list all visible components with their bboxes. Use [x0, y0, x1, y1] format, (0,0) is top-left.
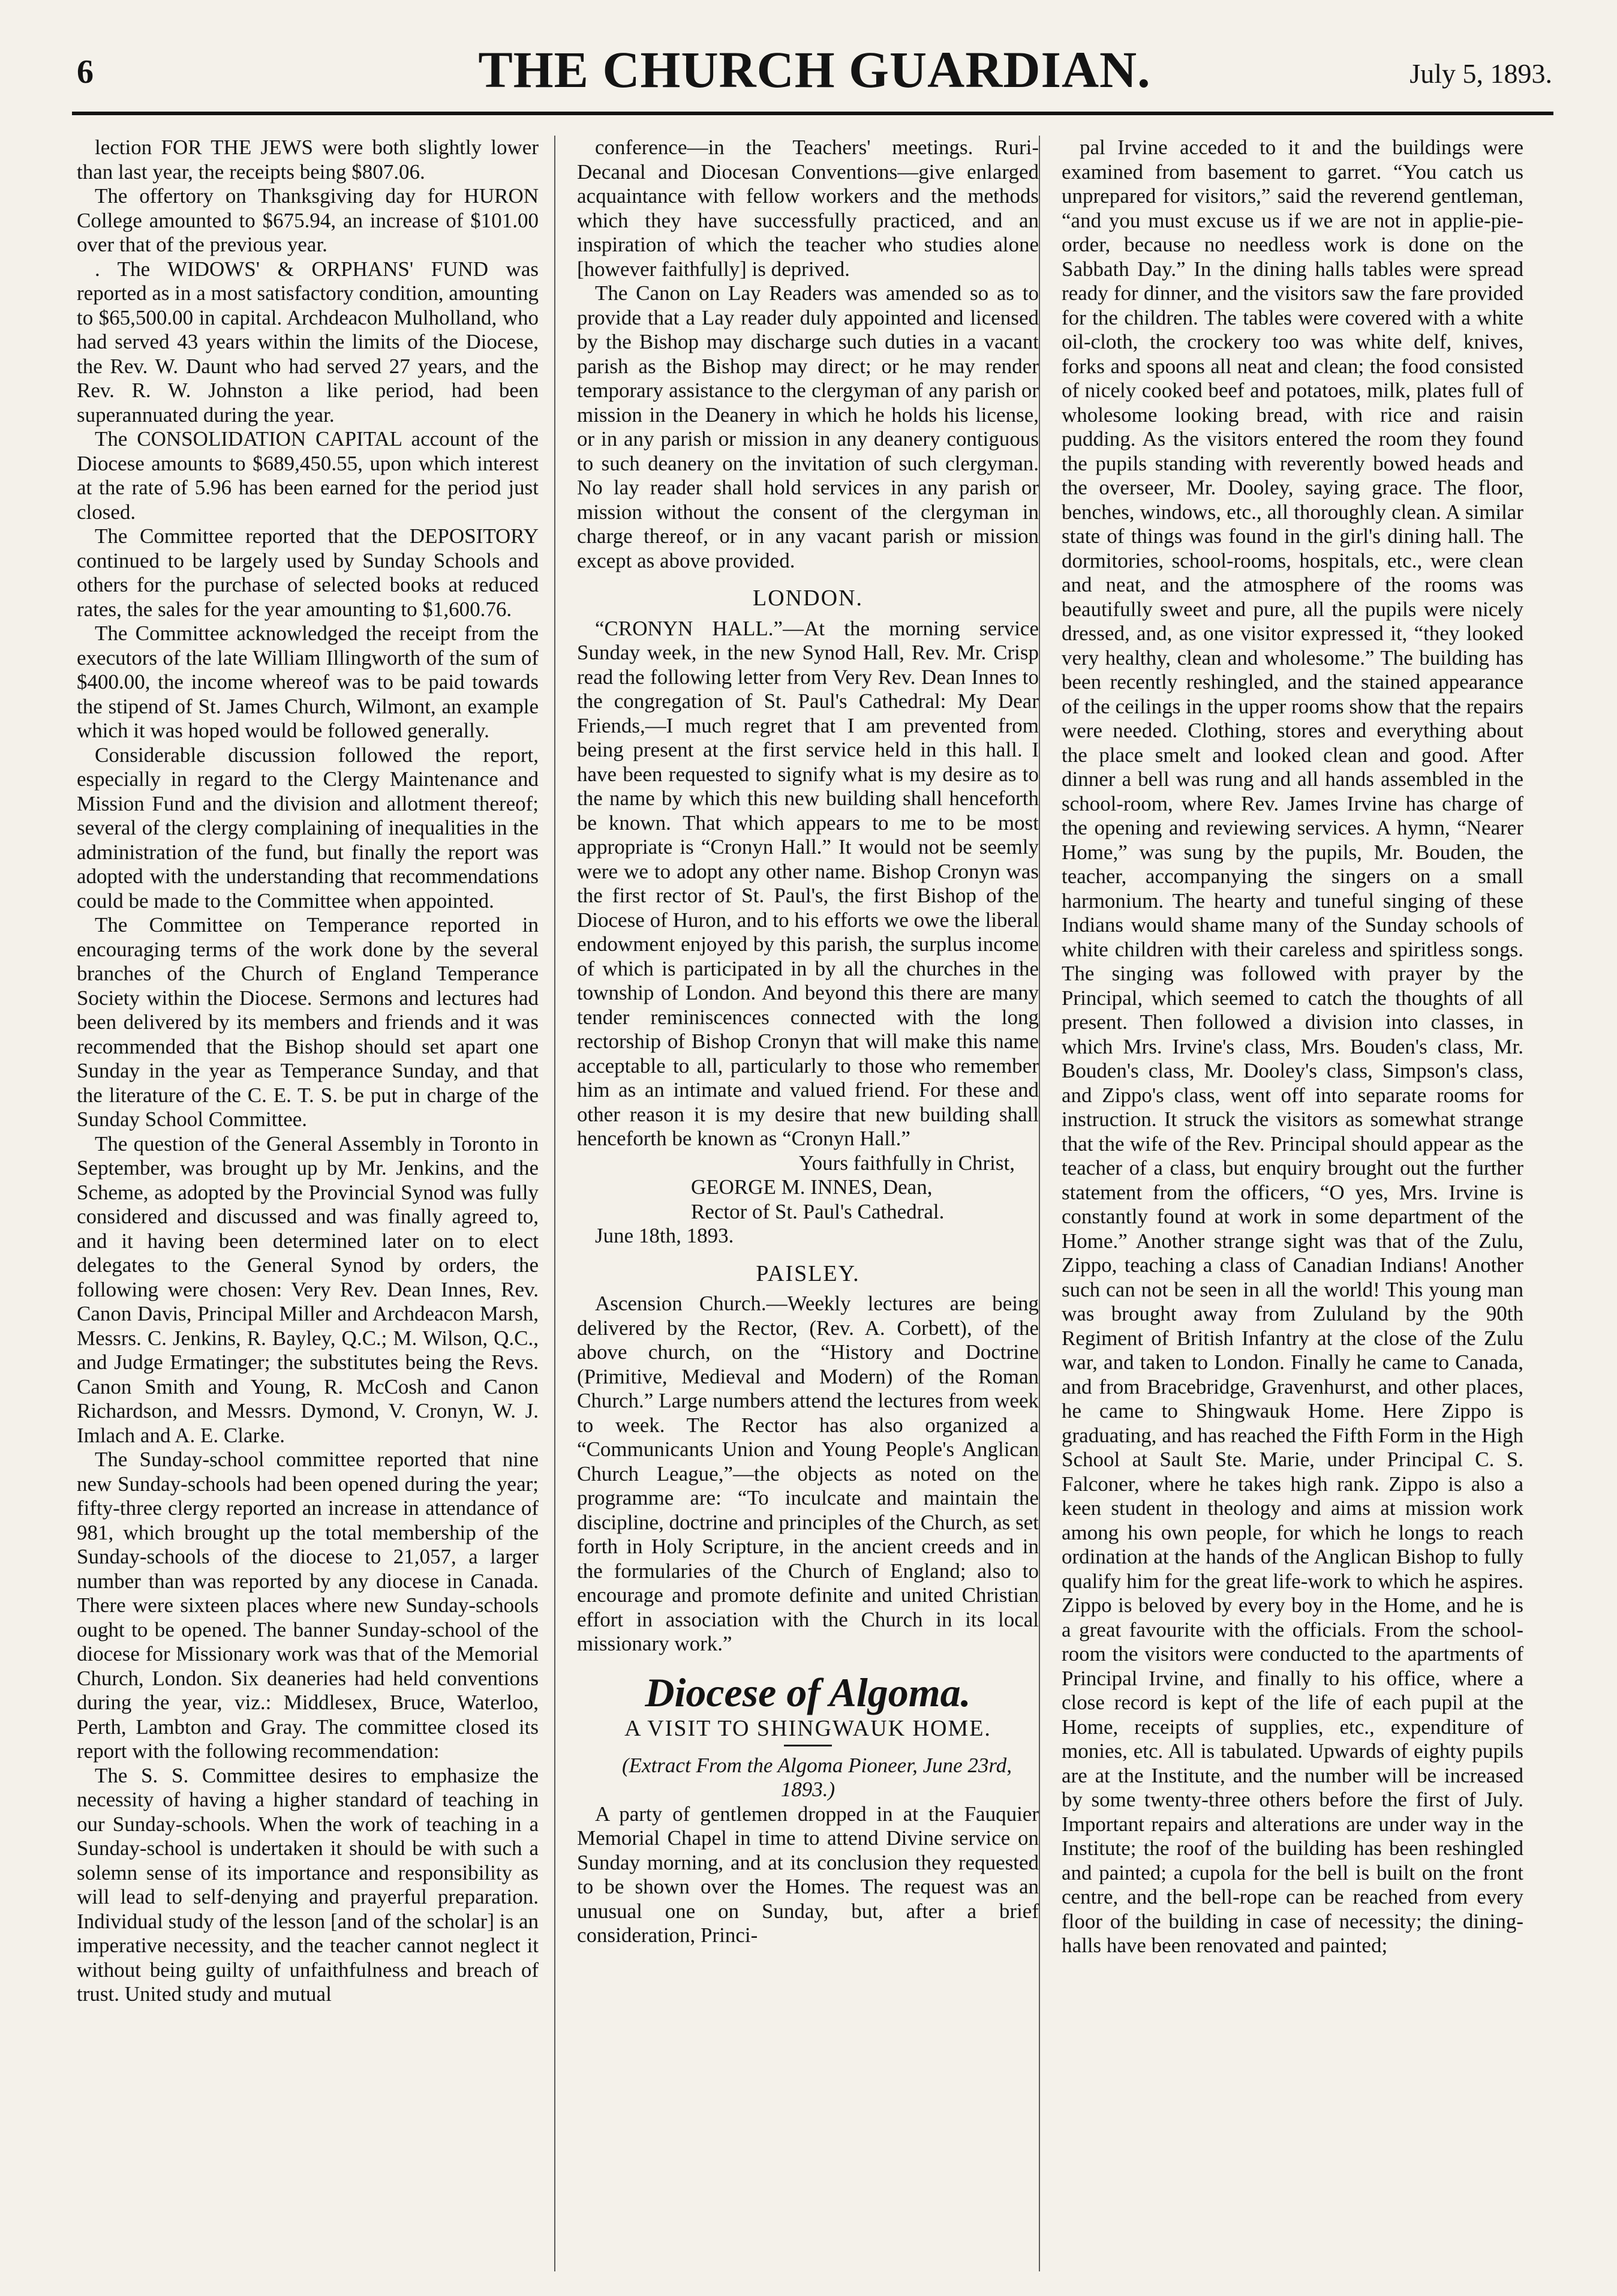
paragraph: pal Irvine acceded to it and the buildings were examined from basement to garret. “You catch us unprepared for visitors,” said the reverend gentleman, “and you must excuse us if we are not in applie-pie-order, because no needless work is done on the Sabbath Day.” In the dining halls tables were spread ready for dinner, and the visitors saw the fare provided for the children. The tables were covered with a white oil-cloth, the crockery too was white delf, knives, forks and spoons all neat and clean; the food consisted of nicely cooked beef and potatoes, milk, plates full of wholesome looking bread, with rice and raisin pudding. As the visitors entered the room they found the pupils standing with reverently bowed heads and the overseer, Mr. Dooley, saying grace. The floor, benches, windows, etc., all thoroughly clean. A similar state of things was found in the girl's dining hall. The dormitories, school-rooms, hospitals, etc., were clean and neat, and the atmosphere of the rooms was beautifully sweet and pure, all the pupils were nicely dressed, and, as one visitor expressed it, “they looked very healthy, clean and wholesome.” The building has been recently reshingled, and the stained appearance of the ceilings in the upper rooms show that the repairs were needed. Clothing, stores and everything about the place smelt and looked clean and good. After dinner a bell was rung and all hands assembled in the school-room, where Rev. James Irvine has charge of the opening and reviewing services. A hymn, “Nearer Home,” was sung by the pupils, Mr. Bouden, the teacher, accompanying the singers on a small harmonium. The hearty and tuneful singing of these Indians would shame many of the Sunday schools of white children with their careless and spiritless songs. The singing was followed with prayer by the Principal, which seemed to catch the thoughts of all present. Then followed a division into classes, in which Mrs. Irvine's class, Mrs. Bouden's class, Mr. Bouden's class, Mr. Dooley's class, Simpson's class, and Zippo's class, went off into separate rooms for instruction. It struck the visitors as somewhat strange that the wife of the Rev. Principal should appear as the teacher of a class, but enquiry brought out the further statement from the officers, “O yes, Mrs. Irvine is constantly found at work in some department of the Home.” Another strange sight was that of the Zulu, Zippo, teaching a class of Canadian Indians! Another such can not be seen in all the world! This young man was brought away from Zululand by the 90th Regiment of British Infantry at the close of the Zulu war, and taken to London. Finally he came to Canada, and from Bracebridge, Gravenhurst, and other places, he came to Shingwauk Home. Here Zippo is graduating, and has reached the Fifth Form in the High School at Sault Ste. Marie, under Principal C. S. Falconer, where he takes high rank. Zippo is also a keen student in theology and aims at mission work among his own people, for which he longs to reach ordination at the hands of the Anglican Bishop to fully qualify him for the great life-work to which he aspires. Zippo is beloved by every boy in the Home, and he is a great favourite with the officials. From the school-room the visitors were conducted to the apartments of Principal Irvine, and finally to his office, where a close record is kept of the life of each pupil at the Home, receipts of supplies, etc., expenditure of monies, etc. All is tabulated. Upwards of eighty pupils are at the Institute, and the number will be increased by some twenty-three others before the first of July. Important repairs and alterations are under way in the Institute; the roof of the building has been reshingled and painted; a cupola for the bell is built on the front centre, and the bell-rope can be reached from every floor of the building in case of necessity; the dining-halls have been renovated and painted; — [1062, 136, 1523, 1957]
masthead — [77, 18, 1552, 108]
section-heading: PAISLEY. — [756, 1260, 860, 1286]
paragraph: “CRONYN HALL.”—At the morning service Sunday week, in the new Synod Hall, Rev. Mr. Crisp read the following letter from Very Rev. Dean Innes to the congregation of St. Paul's Cathedral: My Dear Friends,—I much regret that I am prevented from being present at the first service held in this hall. I have been requested to signify what is my desire as to the name by which this new building shall henceforth be known. That which appears to me to be most appropriate is “Cronyn Hall.” It would not be seemly were we to adopt any other name. Bishop Cronyn was the first rector of St. Paul's, the first Bishop of the Diocese of Huron, and to his efforts we owe the liberal endowment enjoyed by this parish, the surplus income of which is participated in by all the churches in the township of London. And beyond this there are many tender reminiscences connected with the long rectorship of Bishop Cronyn that will make this name acceptable to all, particularly to those who remember him as an intimate and valued friend. For these and other reason it is my desire that new building shall henceforth be known as “Cronyn Hall.” — [577, 616, 1039, 1150]
signature-line: Rector of St. Paul's Cathedral. — [691, 1199, 945, 1223]
paragraph: Considerable discussion followed the report, especially in regard to the Clergy Maintenance and Mission Fund and the division and allotment thereof; several of the clergy complaining of inequalities in the administration of the fund, but finally the report was adopted with the understanding that recommendations could be made to the Committee when appointed. — [77, 743, 539, 913]
paragraph: lection FOR THE JEWS were both slightly lower than last year, the receipts being $807.06. — [77, 136, 539, 184]
paragraph: The Sunday-school committee reported that nine new Sunday-schools had been opened during the year; fifty-three clergy reported an increase in attendance of 981, which brought up the total membership of the Sunday-schools of the diocese to 21,057, a larger number than was reported by any diocese in Canada. There were sixteen places where new Sunday-schools ought to be opened. The banner Sunday-school of the diocese for Missionary work was that of the Memorial Church, London. Six deaneries had held conventions during the year, viz.: Middlesex, Bruce, Waterloo, Perth, Lambton and Gray. The committee closed its report with the following recommendation: — [77, 1448, 539, 1763]
paragraph: The Committee reported that the DEPOSITORY continued to be largely used by Sunday Schools and others for the purchase of selected books at reduced rates, the sales for the year amounting to $1,600.76. — [77, 524, 539, 621]
page-number: 6 — [77, 53, 94, 91]
paragraph: The Committee on Temperance reported in encouraging terms of the work done by the several branches of the Church of England Temperance Society within the Diocese. Sermons and lectures had been delivered by its members and friends and it was recommended that the Bishop should set apart one Sunday in the year as Temperance Sunday, and that the literature of the C. E. T. S. be put in charge of the Sunday School Committee. — [77, 913, 539, 1131]
paragraph: conference—in the Teachers' meetings. Ruri-Decanal and Diocesan Conventions—give enlarged acquaintance with fellow workers and the methods which they have successfully practiced, and an inspiration of which the teacher who studies alone [however faithfully] is deprived. — [577, 136, 1039, 281]
issue-date: July 5, 1893. — [1409, 58, 1552, 89]
signature-line: June 18th, 1893. — [595, 1224, 734, 1247]
section-heading: LONDON. — [753, 586, 863, 611]
column-divider — [554, 136, 555, 2271]
paragraph: The S. S. Committee desires to emphasize the necessity of having a higher standard of teaching in our Sunday-schools. When the work of teaching in a Sunday-school is undertaken it should be with such a solemn sense of its importance and responsibility as will lead to self-denying and prayerful preparation. Individual study of the lesson [and of the scholar] is an imperative necessity, and the teacher cannot neglect it without being guilty of unfaithfulness and breach of trust. United study and mutual — [77, 1763, 539, 2006]
column-1 — [77, 136, 539, 2007]
newspaper-title: THE CHURCH GUARDIAN. — [478, 41, 1151, 98]
paragraph: The offertory on Thanksgiving day for HURON College amounted to $675.94, an increase of $101.00 over that of the previous year. — [77, 184, 539, 256]
column-2 — [577, 136, 1039, 1948]
paragraph: A party of gentlemen dropped in at the Fauquier Memorial Chapel in time to attend Divine service on Sunday morning, and at its conclusion they requested to be shown over the Homes. The request was an unusual one on Sunday, but, after a brief consideration, Princi- — [577, 1802, 1039, 1947]
short-rule — [784, 1745, 832, 1746]
diocese-heading: Diocese of Algoma. — [645, 1669, 971, 1715]
article-title: A VISIT TO SHINGWAUK HOME. — [624, 1716, 991, 1741]
paragraph: Ascension Church.—Weekly lectures are being delivered by the Rector, (Rev. A. Corbett), of the above church, on the “History and Doctrine (Primitive, Medieval and Modern) of the Roman Church.” Large numbers attend the lectures from week to week. The Rector has also organized a “Communicants Union and Young People's Anglican Church League,”—the objects as noted on the programme are: “To inculcate and maintain the discipline, doctrine and principles of the Church, as set forth in Holy Scripture, in the ancient creeds and in the formularies of the Church of England; also to encourage and promote definite and united Christian effort in association with the Church in its local missionary work.” — [577, 1292, 1039, 1655]
column-3 — [1062, 136, 1523, 1958]
paragraph: The Canon on Lay Readers was amended so as to provide that a Lay reader duly appointed and licensed by the Bishop may discharge such duties in a vacant parish as the Bishop may direct; or he may render temporary assistance to the clergyman of any parish or mission in the Deanery in which he holds his license, or in any parish or mission in any deanery contiguous to such deanery on the invitation of such clergyman. No lay reader shall hold services in any parish or mission without the consent of the clergyman in charge thereof, or in any vacant parish or mission except as above provided. — [577, 281, 1039, 572]
paragraph: The question of the General Assembly in Toronto in September, was brought up by Mr. Jenkins, and the Scheme, as adopted by the Provincial Synod was fully considered and discussed and was finally agreed to, and it having been determined later on to elect delegates to the General Synod by orders, the following were chosen: Very Rev. Dean Innes, Rev. Canon Davis, Principal Miller and Archdeacon Marsh, Messrs. C. Jenkins, R. Bayley, Q.C.; M. Wilson, Q.C., and Judge Ermatinger; the substitutes being the Revs. Canon Smith and Young, R. McCosh and Canon Richardson, and Messrs. Dymond, V. Cronyn, W. J. Imlach and A. E. Clarke. — [77, 1132, 539, 1447]
signature-line: Yours faithfully in Christ, — [798, 1151, 1015, 1175]
column-divider — [1039, 136, 1040, 2271]
extract-citation: (Extract From the Algoma Pioneer, June 23rd, 1893.) — [622, 1753, 1012, 1801]
paragraph: The CONSOLIDATION CAPITAL account of the Diocese amounts to $689,450.55, upon which interest at the rate of 5.96 has been earned for the period just closed. — [77, 427, 539, 524]
masthead-rule — [72, 112, 1553, 115]
paragraph: . The WIDOWS' & ORPHANS' FUND was reported as in a most satisfactory condition, amounting to $65,500.00 in capital. Archdeacon Mulholland, who had served 43 years within the limits of the Diocese, the Rev. W. Daunt who had served 27 years, and the Rev. R. W. Johnston a like period, had been superannuated during the year. — [77, 257, 539, 427]
signature-line: GEORGE M. INNES, Dean, — [691, 1175, 933, 1199]
paragraph: The Committee acknowledged the receipt from the executors of the late William Illingworth of the sum of $400.00, the income whereof was to be paid towards the stipend of St. James Church, Wilmont, an example which it was hoped would be followed generally. — [77, 622, 539, 742]
